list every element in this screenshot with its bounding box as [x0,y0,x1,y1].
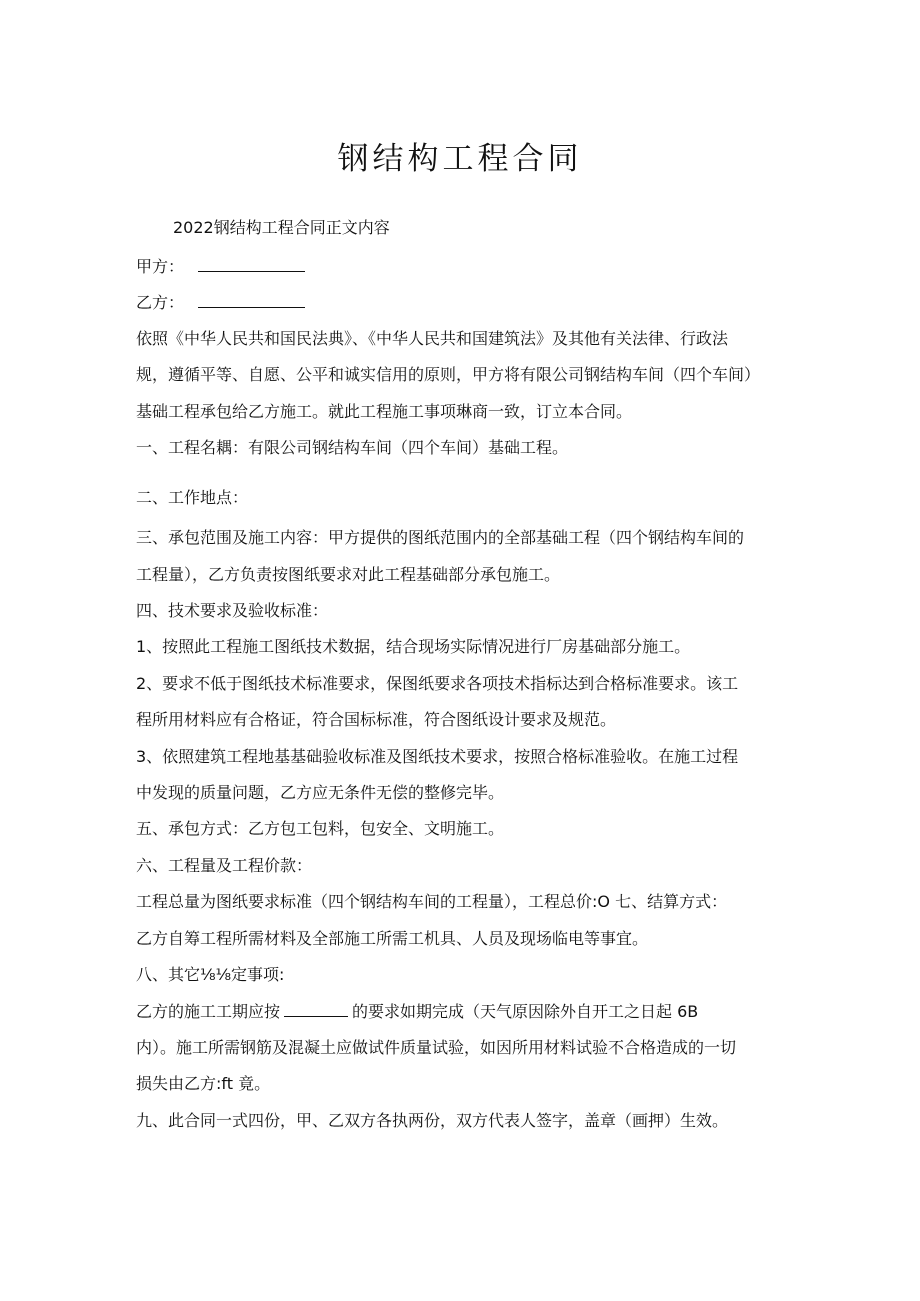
preamble-line: 基础工程承包给乙方施工。就此工程施工事项琳商一致，订立本合同。 [136,402,633,421]
party-b-label: 乙方： [136,293,185,312]
document-subtitle: 2022钢结构工程合同正文内容 [173,218,390,237]
clause-3-line: 工程量），乙方负责按图纸要求对此工程基础部分承包施工。 [136,565,561,584]
clause-8-line: 内）。施工所需钢筋及混凝土应做试件质量试验，如因所用材料试验不合格造成的一切 [136,1038,737,1057]
party-b-blank [198,291,305,308]
clause-3-line: 三、承包范围及施工内容：甲方提供的图纸范围内的全部基础工程（四个钢结构车间的 [136,528,745,547]
document-title: 钢结构工程合同 [337,141,583,177]
clause-4: 四、技术要求及验收标准： [136,601,329,620]
clause-7-body: 乙方自筹工程所需材料及全部施工所需工机具、人员及现场临电等事宜。 [136,929,649,948]
clause-8-line [136,1000,698,1023]
party-a-blank [198,255,305,272]
clause-5: 五、承包方式：乙方包工包料，包安全、文明施工。 [136,819,505,838]
clause-8-text-a: 乙方的施工工期应按 [136,1002,281,1021]
clause-2: 二、工作地点： [136,488,249,507]
party-a-line [136,255,305,278]
duration-blank [284,1000,348,1017]
clause-8: 八、其它⅛⅛定事项: [136,965,285,984]
clause-1: 一、工程名耦：有限公司钢结构车间（四个车间）基础工程。 [136,438,569,457]
item-1: 1、按照此工程施工图纸技术数据，结合现场实际情况进行厂房基础部分施工。 [136,637,691,656]
preamble-line: 依照《中华人民共和国民法典》、《中华人民共和国建筑法》及其他有关法律、行政法 [136,329,729,348]
party-b-line [136,291,305,314]
preamble-line: 规，遵循平等、自愿、公平和诚实信用的原则，甲方将有限公司钢结构车间（四个车间） [136,365,761,384]
item-2-line: 2、要求不低于图纸技术标准要求，保图纸要求各项技术指标达到合格标准要求。该工 [136,674,739,693]
clause-8-line: 损失由乙方:ft 竟。 [136,1074,271,1093]
clause-8-text-b: 的要求如期完成（天气原因除外自开工之日起 6B [352,1002,699,1021]
item-2-line: 程所用材料应有合格证，符合国标标准，符合图纸设计要求及规范。 [136,710,617,729]
item-3-line: 3、依照建筑工程地基基础验收标准及图纸技术要求，按照合格标准验收。在施工过程 [136,747,739,766]
clause-9: 九、此合同一式四份，甲、乙双方各执两份，双方代表人签字，盖章（画押）生效。 [136,1111,729,1130]
clause-6-body: 工程总量为图纸要求标准（四个钢结构车间的工程量），工程总价:O 七、结算方式： [136,892,728,911]
party-a-label: 甲方： [136,257,185,276]
item-3-line: 中发现的质量问题，乙方应无条件无偿的整修完毕。 [136,783,505,802]
clause-6: 六、工程量及工程价款： [136,856,313,875]
